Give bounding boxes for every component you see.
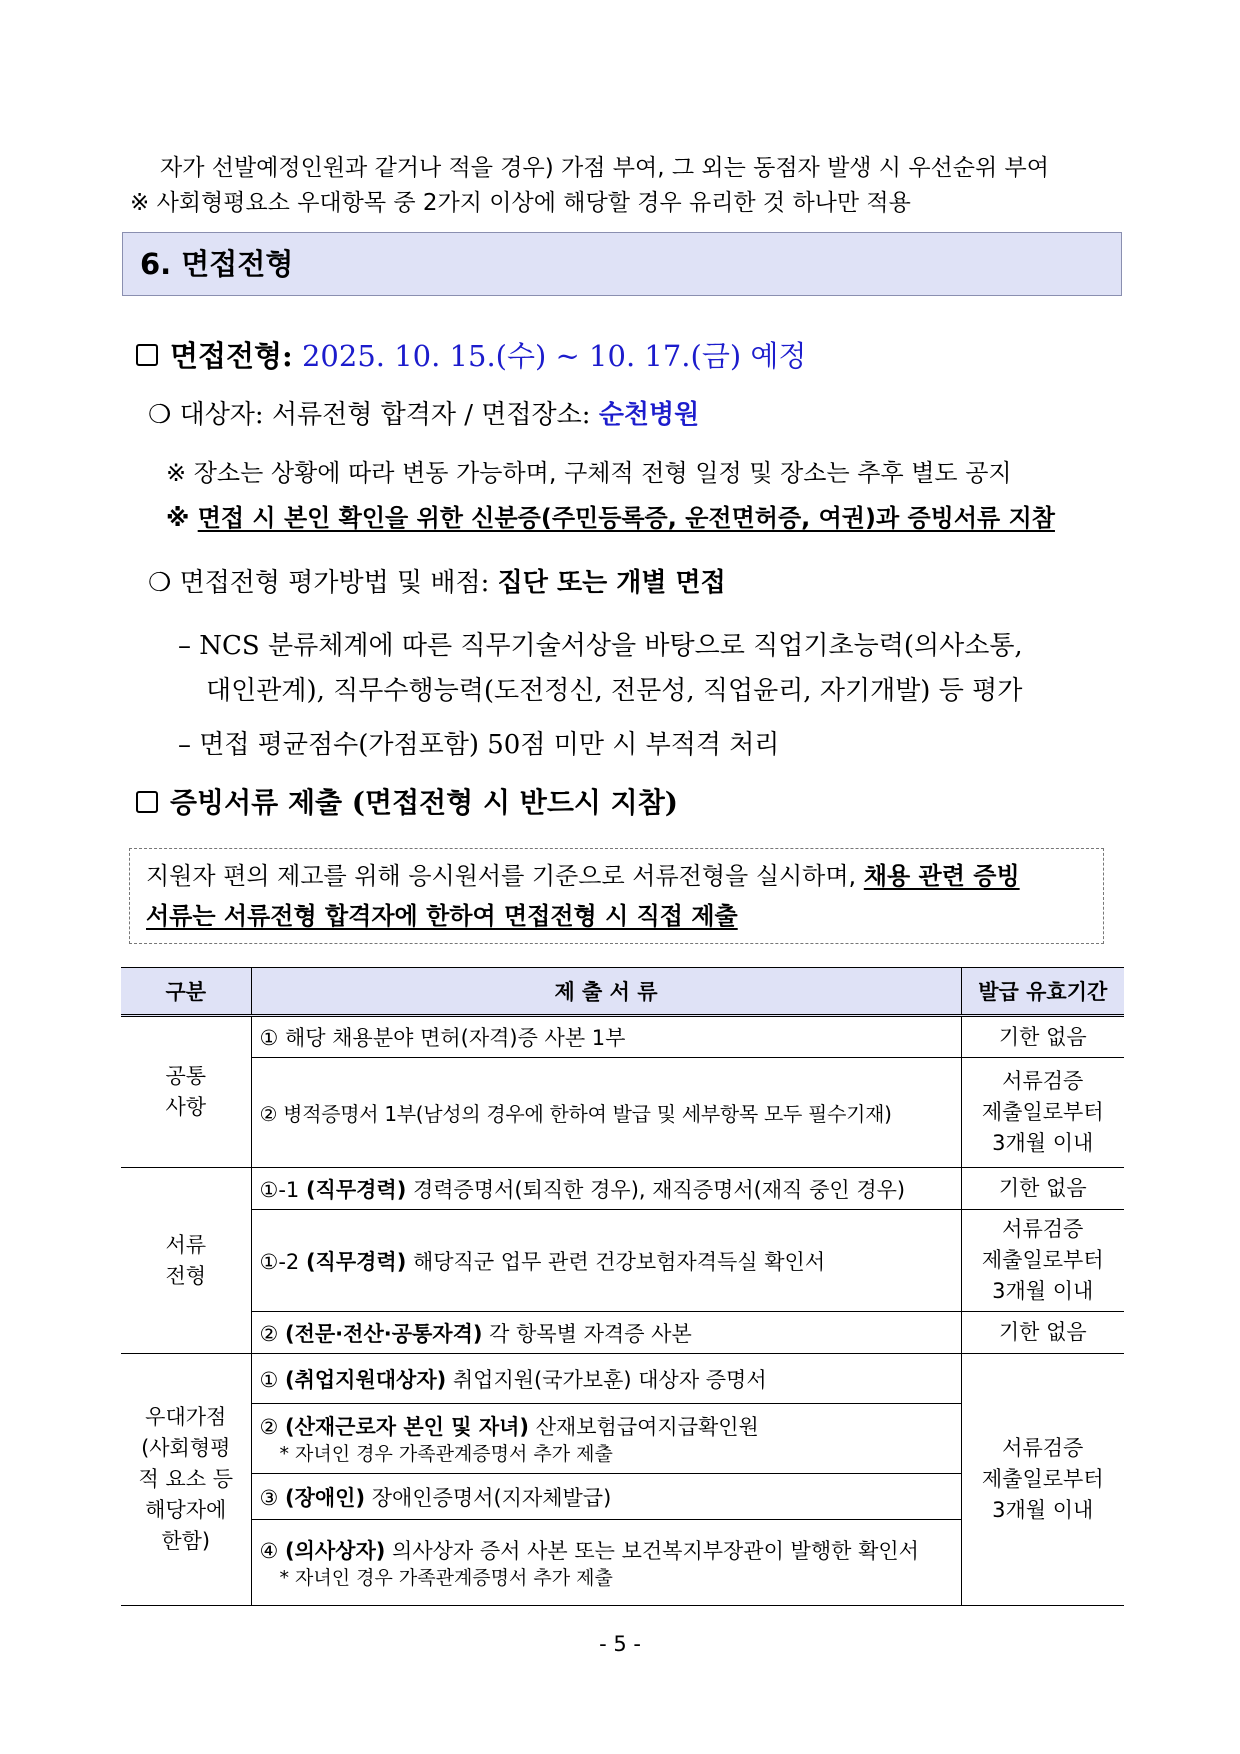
group-screening: 서류 전형 xyxy=(121,1168,251,1354)
checkbox-square-icon xyxy=(136,344,158,366)
doc-cell: ② (전문·전산·공통자격) 각 항목별 자격증 사본 xyxy=(251,1312,961,1354)
docs-note-line-2: 서류는 서류전형 합격자에 한하여 면접전형 시 직접 제출 xyxy=(146,902,738,930)
method-detail-1a: – NCS 분류체계에 따른 직무기술서상을 바탕으로 직업기초능력(의사소통, xyxy=(178,631,1023,661)
table-row xyxy=(121,1312,1124,1354)
table-row xyxy=(121,1210,1124,1312)
intro-line-2: ※ 사회형평요소 우대항목 중 2가지 이상에 해당할 경우 유리한 것 하나만 적용 xyxy=(130,190,911,216)
doc-cell: ③ (장애인) 장애인증명서(지자체발급) xyxy=(251,1474,961,1520)
interview-note-2: ※ 면접 시 본인 확인을 위한 신분증(주민등록증, 운전면허증, 여권)과 증빙서류 지참 xyxy=(166,504,1055,532)
docs-note-line-1: 지원자 편의 제고를 위해 응시원서를 기준으로 서류전형을 실시하며, 채용 관련 증빙 xyxy=(146,862,1020,890)
table-row xyxy=(121,1168,1124,1210)
doc-subnote: * 자녀인 경우 가족관계증명서 추가 제출 xyxy=(279,1566,613,1589)
checkbox-square-icon xyxy=(136,791,158,813)
interview-schedule: 면접전형: 2025. 10. 15.(수) ~ 10. 17.(금) 예정 xyxy=(136,338,806,374)
doc-cell: ①-1 (직무경력) 경력증명서(퇴직한 경우), 재직증명서(재직 중인 경우) xyxy=(251,1168,961,1210)
header-category: 구분 xyxy=(121,968,251,1016)
section-title: 6. 면접전형 xyxy=(140,247,294,281)
table-row xyxy=(121,1016,1124,1058)
validity-cell: 서류검증 제출일로부터 3개월 이내 xyxy=(961,1058,1124,1168)
interview-target: ❍ 대상자: 서류전형 합격자 / 면접장소: 순천병원 xyxy=(148,400,700,430)
documents-table xyxy=(121,967,1124,1606)
docs-section-title: 증빙서류 제출 (면접전형 시 반드시 지참) xyxy=(136,785,678,821)
interview-method: ❍ 면접전형 평가방법 및 배점: 집단 또는 개별 면접 xyxy=(148,568,726,598)
doc-cell: ② (산재근로자 본인 및 자녀) 산재보험급여지급확인원 * 자녀인 경우 가족관계증명서 추가 제출 xyxy=(251,1404,961,1474)
method-detail-2: – 면접 평균점수(가점포함) 50점 미만 시 부적격 처리 xyxy=(178,730,780,760)
validity-cell: 기한 없음 xyxy=(961,1168,1124,1210)
method-detail-1b: 대인관계), 직무수행능력(도전정신, 전문성, 직업윤리, 자기개발) 등 평가 xyxy=(206,676,1023,706)
doc-cell: ④ (의사상자) 의사상자 증서 사본 또는 보건복지부장관이 발행한 확인서 * 자녀인 경우 가족관계증명서 추가 제출 xyxy=(251,1520,961,1606)
validity-cell: 기한 없음 xyxy=(961,1016,1124,1058)
validity-cell: 서류검증 제출일로부터 3개월 이내 xyxy=(961,1210,1124,1312)
interview-location: 순천병원 xyxy=(598,400,700,430)
validity-cell: 기한 없음 xyxy=(961,1312,1124,1354)
doc-cell: ② 병적증명서 1부(남성의 경우에 한하여 발급 및 세부항목 모두 필수기재) xyxy=(251,1058,961,1168)
group-common: 공통 사항 xyxy=(121,1016,251,1168)
intro-line-1: 자가 선발예정인원과 같거나 적을 경우) 가점 부여, 그 외는 동점자 발생 시 우선순위 부여 xyxy=(160,155,1049,181)
doc-subnote: * 자녀인 경우 가족관계증명서 추가 제출 xyxy=(279,1442,613,1465)
header-validity: 발급 유효기간 xyxy=(961,968,1124,1016)
page-number: - 5 - xyxy=(599,1632,641,1656)
table-row xyxy=(121,1354,1124,1404)
table-header-row xyxy=(121,968,1124,1016)
group-preference: 우대가점 (사회형평 적 요소 등 해당자에 한함) xyxy=(121,1354,251,1606)
interview-dates: 2025. 10. 15.(수) ~ 10. 17.(금) 예정 xyxy=(301,339,807,373)
interview-note-1: ※ 장소는 상황에 따라 변동 가능하며, 구체적 전형 일정 및 장소는 추후 별도 공지 xyxy=(166,459,1012,487)
doc-cell: ①-2 (직무경력) 해당직군 업무 관련 건강보험자격득실 확인서 xyxy=(251,1210,961,1312)
doc-cell: ① 해당 채용분야 면허(자격)증 사본 1부 xyxy=(251,1016,961,1058)
header-documents: 제 출 서 류 xyxy=(251,968,961,1016)
doc-cell: ① (취업지원대상자) 취업지원(국가보훈) 대상자 증명서 xyxy=(251,1354,961,1404)
validity-cell: 서류검증 제출일로부터 3개월 이내 xyxy=(961,1354,1124,1606)
table-row xyxy=(121,1058,1124,1168)
